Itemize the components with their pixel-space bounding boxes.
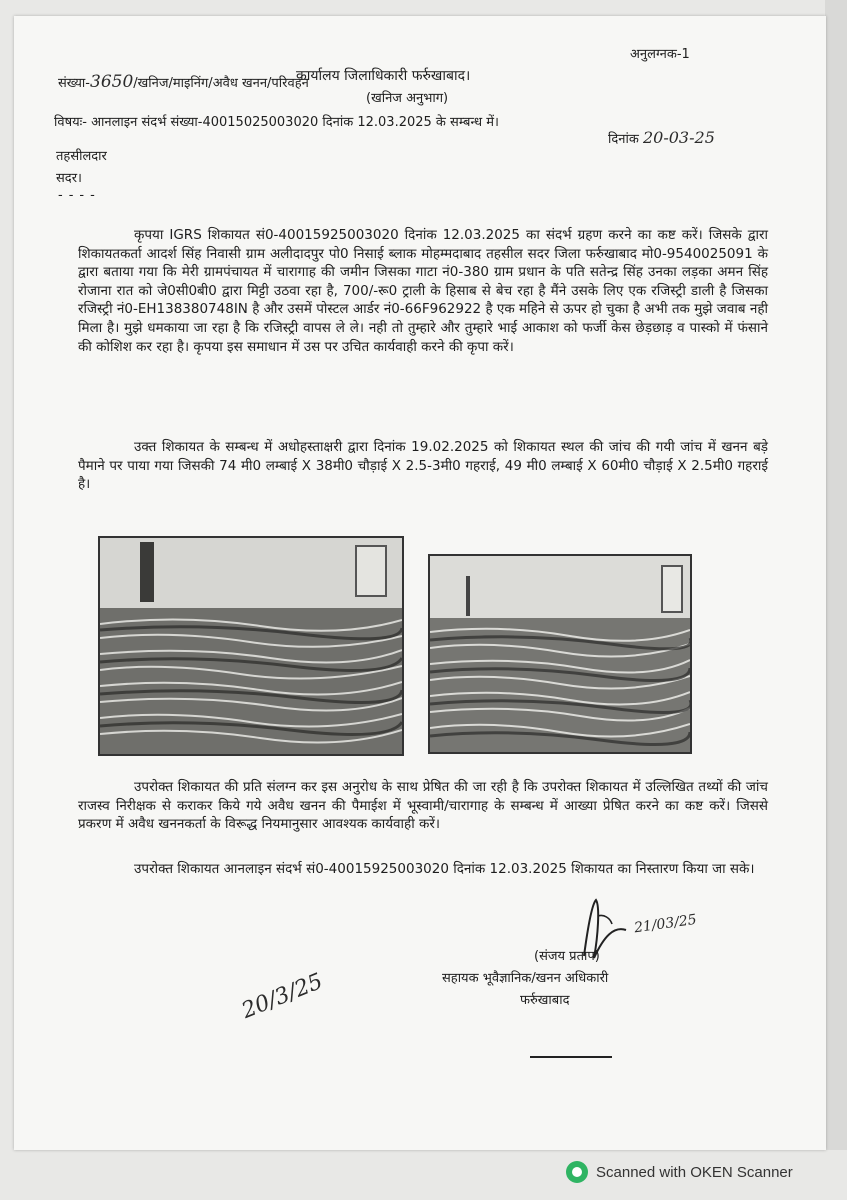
reference-line bbox=[58, 72, 309, 92]
date-value: 20-03-25 bbox=[642, 128, 715, 147]
reference-label: संख्या- bbox=[58, 76, 90, 91]
reference-dept: /खनिज/माइनिंग/अवैध खनन/परिवहन bbox=[133, 76, 309, 91]
left-initials-scribble: 20/3/25 bbox=[238, 969, 327, 1024]
subject-line: विषयः- आनलाइन संदर्भ संख्या-40015025003020 दिनांक 12.03.2025 के सम्बन्ध में। bbox=[54, 115, 499, 130]
signature-date: 21/03/25 bbox=[633, 911, 698, 937]
section-title: (खनिज अनुभाग) bbox=[366, 91, 449, 106]
signature-underline bbox=[530, 1056, 612, 1058]
addressee-title: तहसीलदार bbox=[56, 149, 107, 164]
reference-number: 3650 bbox=[90, 72, 134, 92]
paragraph-complaint bbox=[78, 226, 768, 356]
page-edge bbox=[825, 0, 847, 1150]
date-label: दिनांक bbox=[608, 132, 639, 147]
paragraph-3: उपरोक्त शिकायत की प्रति संलग्न कर इस अनुरोध के साथ प्रेषित की जा रही है कि उपरोक्त शिकायत में उल्लिखित तथ्यों की जांच राजस्व निरीक्षक से कराकर किये गये अवैध खनन की पैमाईश में भूस्वामी/चारागाह के सम्बन्ध में आख्या प्रेषित करने का कष्ट करें। जिससे प्रकरण में अवैध खननकर्ता के विरूद्ध नियमानुसार आवश्यक कार्यवाही करें। bbox=[78, 779, 768, 833]
officer-designation: सहायक भूवैज्ञानिक/खनन अधिकारी bbox=[442, 971, 609, 986]
paragraph-2: उक्त शिकायत के सम्बन्ध में अधोहस्ताक्षरी द्वारा दिनांक 19.02.2025 को शिकायत स्थल की जांच की गयी जांच में खनन बड़े पैमाने पर पाया गया जिसकी 74 मी0 लम्बाई X 38मी0 चौड़ाई X 2.5-3मी0 गहराई, 49 मी0 लम्बाई X 60मी0 चौड़ाई X 2.5मी0 गहराई है। bbox=[78, 439, 768, 493]
scanner-watermark bbox=[566, 1160, 793, 1184]
date-line bbox=[608, 128, 715, 147]
scanner-text: Scanned with OKEN Scanner bbox=[596, 1163, 793, 1181]
addressee-dash: ---- bbox=[58, 188, 101, 203]
office-title: कार्यालय जिलाधिकारी फर्रुखाबाद। bbox=[296, 68, 471, 84]
paragraph-4: उपरोक्त शिकायत आनलाइन संदर्भ सं0-40015925003020 दिनांक 12.03.2025 शिकायत का निस्तारण किया जा सके। bbox=[134, 861, 755, 877]
officer-place: फर्रुखाबाद bbox=[520, 993, 570, 1008]
document-page bbox=[14, 16, 826, 1150]
site-photo-left bbox=[98, 536, 404, 756]
addressee-place: सदर। bbox=[56, 171, 82, 186]
officer-name: (संजय प्रताप) bbox=[534, 949, 600, 964]
paragraph-request bbox=[78, 778, 768, 834]
annexure-label: अनुलग्नक-1 bbox=[630, 47, 690, 62]
oken-scanner-icon bbox=[566, 1161, 588, 1183]
site-photo-right bbox=[428, 554, 692, 754]
paragraph-inspection bbox=[78, 438, 768, 494]
paragraph-1: कृपया IGRS शिकायत सं0-40015925003020 दिनांक 12.03.2025 का संदर्भ ग्रहण करने का कष्ट करें। जिसके द्वारा शिकायतकर्ता आदर्श सिंह निवासी ग्राम अलीदादपुर पो0 निसाई ब्लाक मोहम्मदाबाद तहसील सदर जिला फर्रुखाबाद मो0-9540025091 के द्वारा बताया गया कि मेरी ग्रामपंचायत में चारागाह की जमीन जिसका गाटा नं0-380 ग्राम प्रधान के पति सतेन्द्र सिंह उनका लड़का अमन सिंह रोजाना रात को जे0सी0बी0 द्वारा मिट्टी उठवा रहा है, 700/-रू0 ट्राली के हिसाब से बेच रहा है मैंने उसके लिए एक रजिस्ट्री डाली है जिसका रजिस्ट्री नं0-EH138380748IN है और उसमें पोस्टल आर्डर नं0-66F962922 है एक महिने से ऊपर हो चुका है अभी तक मुझे जवाब नही मिला है। मुझे धमकाया जा रहा है कि रजिस्ट्री वापस ले ले। नही तो तुम्हारे और तुम्हारे भाई आकाश को फर्जी केस छेड़छाड़ व पास्को में फंसाने की कोशिश कर रहा है। कृपया इस समाधान में उस पर उचित कार्यवाही करने की कृपा करें। bbox=[78, 227, 768, 355]
paragraph-disposal bbox=[78, 860, 768, 879]
